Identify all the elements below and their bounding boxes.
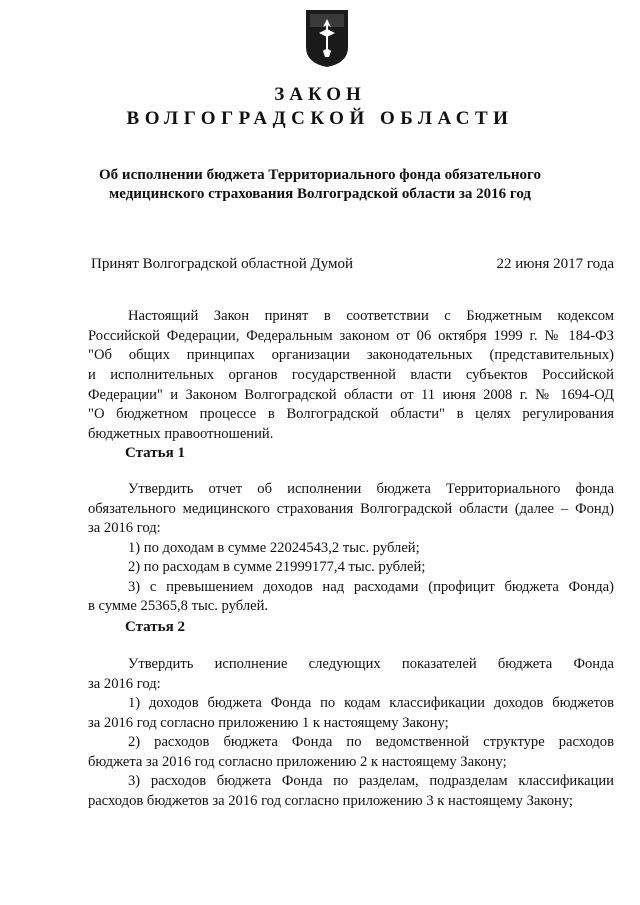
- article-1-line: Утвердить отчет об исполнении бюджета Территориального фонда: [128, 481, 614, 497]
- adoption-date: 22 июня 2017 года: [496, 256, 614, 272]
- article-1-item: 2) по расходам в сумме 21999177,4 тыс. рублей;: [128, 559, 426, 575]
- coat-of-arms-icon: [302, 7, 352, 69]
- preamble-line: "О бюджетном процессе в Волгоградской области" в целях регулирования: [88, 406, 614, 422]
- preamble-line: "Об общих принципах организации законодательных (представительных): [88, 347, 614, 363]
- article-1-item: 3) с превышением доходов над расходами (профицит бюджета Фонда): [128, 579, 614, 595]
- law-title-line: медицинского страхования Волгоградской области за 2016 год: [109, 186, 531, 202]
- article-2-item: 3) расходов бюджета Фонда по разделам, подразделам классификации: [128, 773, 614, 789]
- article-2-line: за 2016 год согласно приложению 1 к настоящему Закону;: [88, 715, 449, 731]
- article-2-line: Утвердить исполнение следующих показателей бюджета Фонда: [128, 656, 614, 672]
- article-2-line: расходов бюджетов за 2016 год согласно приложению 3 к настоящему Закону;: [88, 793, 573, 809]
- law-heading: ЗАКОН: [274, 84, 366, 105]
- preamble-line: Федерации" и Законом Волгоградской области от 11 июня 2008 г. № 1694-ОД: [88, 387, 614, 403]
- article-1-item: 1) по доходам в сумме 22024543,2 тыс. рублей;: [128, 540, 420, 556]
- article-2-item: 2) расходов бюджета Фонда по ведомственной структуре расходов: [128, 734, 614, 750]
- preamble-line: бюджетных правоотношений.: [88, 426, 274, 442]
- article-2-line: за 2016 год:: [88, 676, 161, 692]
- article-2-line: бюджета за 2016 год согласно приложению 2 к настоящему Закону;: [88, 754, 507, 770]
- region-heading: ВОЛГОГРАДСКОЙ ОБЛАСТИ: [126, 108, 514, 129]
- preamble-line: Настоящий Закон принят в соответствии с Бюджетным кодексом: [128, 308, 614, 324]
- article-2-heading: Статья 2: [125, 619, 185, 635]
- article-2-item: 1) доходов бюджета Фонда по кодам классификации доходов бюджетов: [128, 695, 614, 711]
- article-1-line: за 2016 год:: [88, 520, 161, 536]
- preamble-line: и исполнительных органов государственной власти субъектов Российской: [88, 367, 614, 383]
- adopted-by: Принят Волгоградской областной Думой: [91, 256, 354, 272]
- law-title-line: Об исполнении бюджета Территориального фонда обязательного: [99, 167, 541, 183]
- preamble-line: Российской Федерации, Федеральным законом от 06 октября 1999 г. № 184-ФЗ: [88, 328, 614, 344]
- article-1-line: в сумме 25365,8 тыс. рублей.: [88, 598, 269, 614]
- article-1-line: обязательного медицинского страхования Волгоградской области (далее – Фонд): [88, 501, 614, 517]
- article-1-heading: Статья 1: [125, 445, 185, 461]
